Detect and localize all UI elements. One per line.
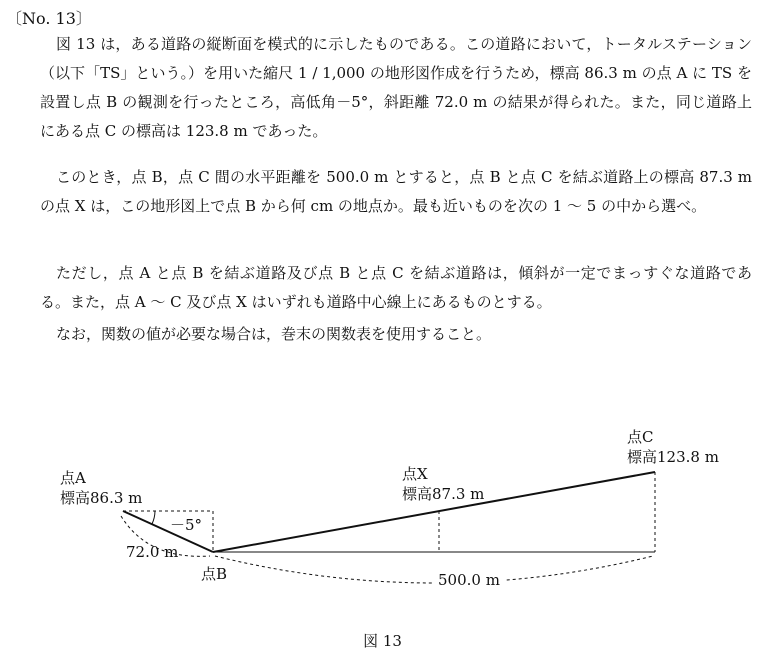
question-paragraph-1 (40, 30, 752, 146)
figure-caption: 図 13 (363, 632, 402, 650)
angle-label: －5° (170, 516, 203, 534)
point-x-label: 点X (402, 465, 428, 483)
question-number: 〔No. 13〕 (6, 9, 92, 28)
question-paragraph-2 (40, 163, 752, 221)
question-paragraph-4 (40, 320, 752, 349)
point-x-elevation: 標高87.3 m (402, 485, 485, 503)
road-segment-bc (213, 472, 655, 552)
paragraph-text: なお，関数の値が必要な場合は，巻末の関数表を使用すること。 (56, 325, 492, 343)
paragraph-text: 図 13 は，ある道路の縦断面を模式的に示したものである。この道路において，トータルステーション（以下「TS」という。）を用いた縮尺 1 / 1,000 の地形図作成を行うため，標高 86.3 m の点 A に TS を設置し点 B の観測を行ったところ，高低角－5°，斜距離 72.0 m の結果が得られた。また，同じ道路上にある点 C の標高は 123.8 m であった。 (40, 35, 752, 140)
question-paragraph-3 (40, 259, 752, 317)
point-a-elevation: 標高86.3 m (60, 489, 143, 507)
point-b-label: 点B (201, 565, 228, 583)
paragraph-text: ただし，点 A と点 B を結ぶ道路及び点 B と点 C を結ぶ道路は，傾斜が一定でまっすぐな道路である。また，点 A ～ C 及び点 X はいずれも道路中心線上にあるものとする。 (40, 264, 752, 311)
angle-arc (152, 511, 155, 524)
point-a-label: 点A (60, 469, 86, 487)
horizontal-distance-label: 500.0 m (434, 571, 504, 589)
point-c-label: 点C (627, 428, 654, 446)
paragraph-text: このとき，点 B，点 C 間の水平距離を 500.0 m とすると，点 B と点 C を結ぶ道路上の標高 87.3 m の点 X は，この地形図上で点 B から何 cm の地点か。最も近いものを次の 1 ～ 5 の中から選べ。 (40, 168, 752, 215)
point-c-elevation: 標高123.8 m (627, 448, 719, 466)
slope-distance-label: 72.0 m (126, 543, 179, 561)
